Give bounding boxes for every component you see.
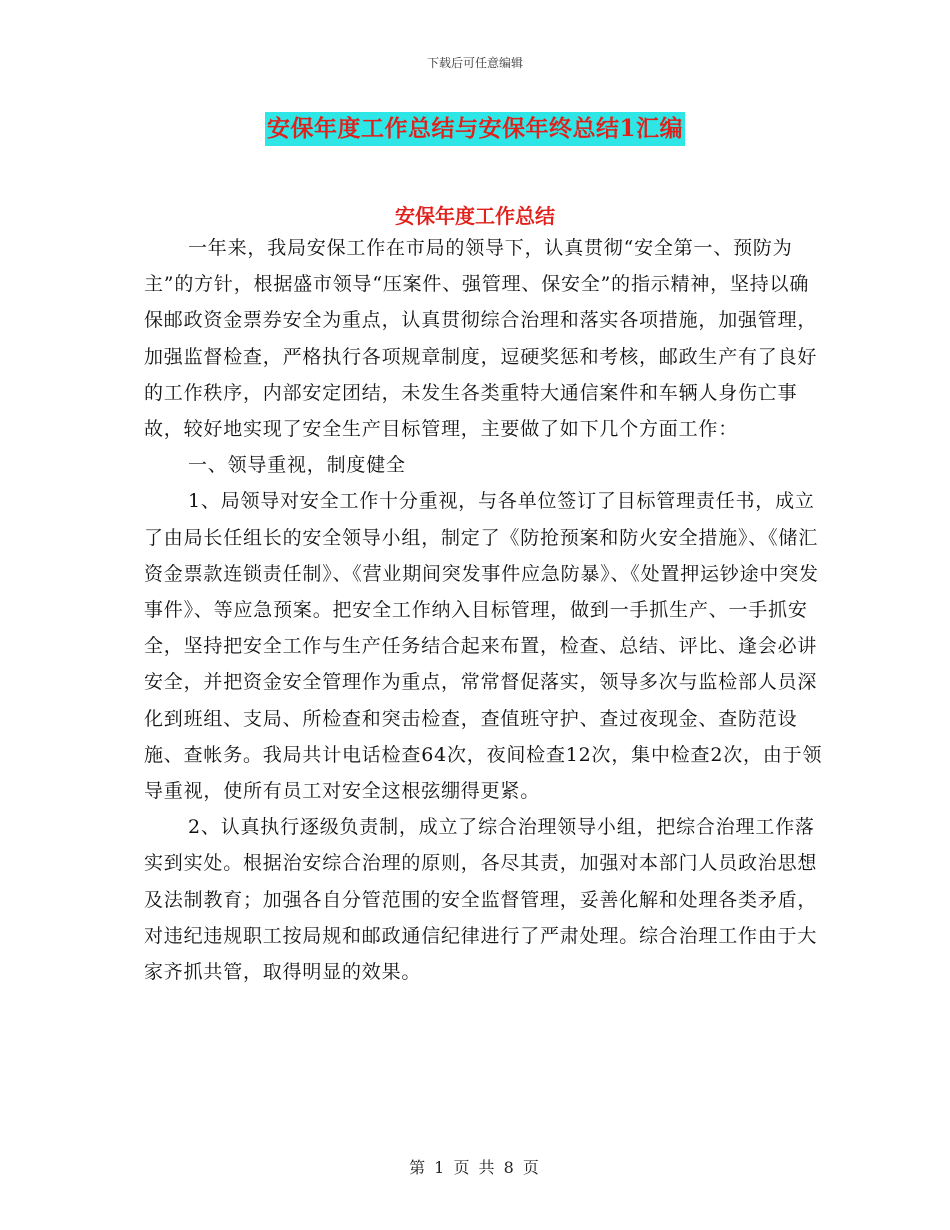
paragraph-item-1: 1、局领导对安全工作十分重视，与各单位签订了目标管理责任书，成立了由局长任组长的安全领导小组，制定了《防抢预案和防火安全措施》、《储汇资金票款连锁责任制》、《营业期间突发事件应急防暴》、《处置押运钞途中突发事件》、等应急预案。把安全工作纳入目标管理，做到一手抓生产、一手抓安全，坚持把安全工作与生产任务结合起来布置，检查、总结、评比、逢会必讲安全，并把资金安全管理作为重点，常常督促落实，领导多次与监检部人员深化到班组、支局、所检查和突击检查，查值班守护、查过夜现金、查防范设施、查帐务。我局共计电话检查64次，夜间检查12次，集中检查2次，由于领导重视，使所有员工对安全这根弦绷得更紧。 <box>144 490 823 803</box>
page-footer: 第 1 页 共 8 页 <box>409 1158 541 1177</box>
header-note: 下载后可任意编辑 <box>426 56 523 70</box>
paragraph-intro: 一年来，我局安保工作在市局的领导下，认真贯彻“安全第一、预防为主”的方针，根据盛市领导“压案件、强管理、保安全”的指示精神，坚持以确保邮政资金票券安全为重点，认真贯彻综合治理和落实各项措施，加强管理，加强监督检查，严格执行各项规章制度，逗硬奖惩和考核，邮政生产有了良好的工作秩序，内部安定团结，未发生各类重特大通信案件和车辆人身伤亡事故，较好地实现了安全生产目标管理，主要做了如下几个方面工作： <box>144 237 818 441</box>
document-body <box>144 224 824 990</box>
section-title: 安保年度工作总结 <box>395 204 555 228</box>
paragraph-item-2: 2、认真执行逐级负责制，成立了综合治理领导小组，把综合治理工作落实到实处。根据治安综合治理的原则，各尽其责，加强对本部门人员政治思想及法制教育；加强各自分管范围的安全监督管理，妥善化解和处理各类矛盾，对违纪违规职工按局规和邮政通信纪律进行了严肃处理。综合治理工作由于大家齐抓共管，取得明显的效果。 <box>144 816 818 984</box>
paragraph-heading-1: 一、领导重视，制度健全 <box>188 454 406 477</box>
document-title-text: 安保年度工作总结与安保年终总结1汇编 <box>265 112 685 146</box>
document-title <box>0 112 950 146</box>
